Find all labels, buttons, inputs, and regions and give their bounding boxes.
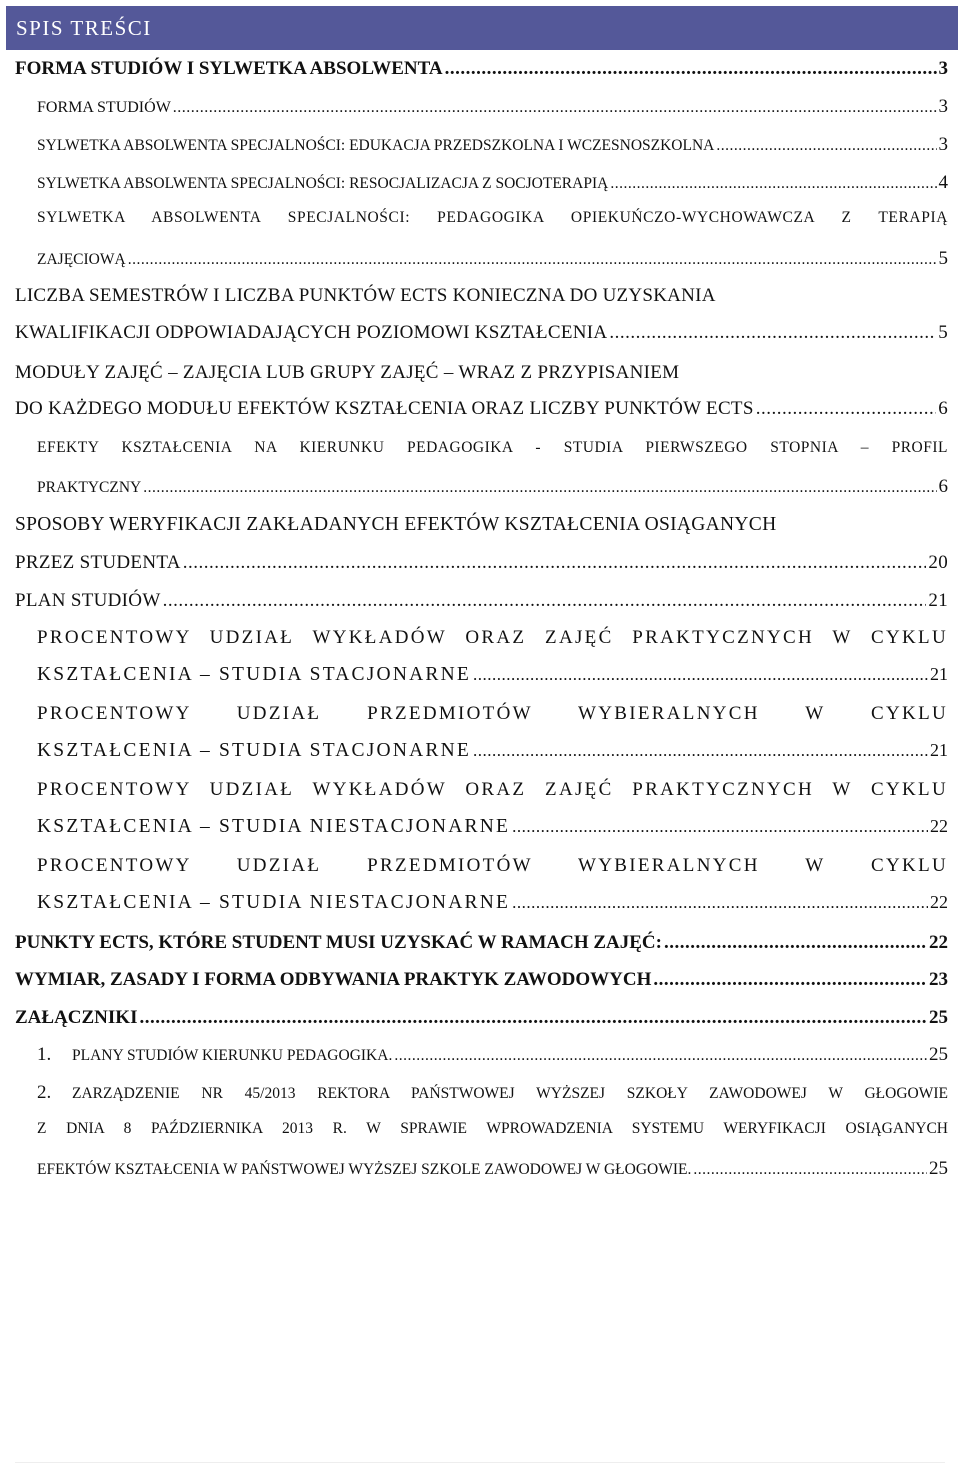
toc-title: SPIS TREŚCI — [16, 16, 152, 40]
toc-page-number: 25 — [929, 1007, 948, 1028]
toc-entry-title: ZAJĘCIOWĄ — [37, 251, 126, 268]
toc-entry-title: ZAŁĄCZNIKI — [15, 1007, 138, 1028]
toc-entry-sylwetka-pedagogika-line1[interactable]: SYLWETKA ABSOLWENTA SPECJALNOŚCI: PEDAGOGIKA OPIEKUŃCZO-WYCHOWAWCZA Z TERAPIĄ — [37, 209, 948, 226]
toc-entry-moduly-zajec-line1[interactable]: MODUŁY ZAJĘĆ – ZAJĘCIA LUB GRUPY ZAJĘĆ – WRAZ Z PRZYPISANIEM — [15, 362, 680, 383]
toc-entry-wymiar-praktyk[interactable] — [15, 969, 948, 991]
toc-page-number: 21 — [928, 590, 948, 611]
dot-leader — [756, 398, 936, 420]
dot-leader — [183, 552, 927, 574]
toc-entry-number: 2. — [37, 1082, 52, 1103]
toc-entry-liczba-semestrow[interactable] — [15, 322, 948, 344]
toc-entry-sylwetka-resocjalizacja[interactable] — [37, 172, 948, 194]
toc-entry-sposoby-weryfikacji[interactable] — [15, 552, 948, 574]
toc-entry-title: KSZTAŁCENIA – STUDIA NIESTACJONARNE — [37, 816, 511, 837]
toc-entry-title: KWALIFIKACJI ODPOWIADAJĄCYCH POZIOMOWI KSZTAŁCENIA — [15, 322, 608, 343]
dot-leader — [610, 175, 936, 193]
toc-entry-title: PRAKTYCZNY — [37, 479, 142, 496]
dot-leader — [653, 969, 927, 991]
toc-page-number: 21 — [930, 664, 948, 684]
toc-entry-efekty-ksztalcenia[interactable] — [37, 476, 948, 498]
toc-entry-title: DO KAŻDEGO MODUŁU EFEKTÓW KSZTAŁCENIA ORAZ LICZBY PUNKTÓW ECTS — [15, 398, 754, 419]
toc-page-number: 5 — [938, 322, 948, 343]
dot-leader — [173, 99, 937, 117]
toc-entry-title: PUNKTY ECTS, KTÓRE STUDENT MUSI UZYSKAĆ W RAMACH ZAJĘĆ: — [15, 932, 662, 953]
toc-entry-zalaczniki[interactable] — [15, 1007, 948, 1029]
toc-entry-udzial-przedmiotow-niestacjonarne[interactable] — [37, 892, 948, 914]
toc-entry-plany-studiow[interactable] — [37, 1044, 948, 1066]
toc-entry-zarzadzenie-line2[interactable]: Z DNIA 8 PAŹDZIERNIKA 2013 R. W SPRAWIE WPROWADZENIA SYSTEMU WERYFIKACJI OSIĄGANYCH — [37, 1120, 948, 1137]
toc-entry-title: KSZTAŁCENIA – STUDIA STACJONARNE — [37, 664, 471, 685]
dot-leader — [394, 1047, 927, 1065]
toc-page-number: 3 — [938, 96, 948, 117]
toc-entry-title: FORMA STUDIÓW — [37, 99, 171, 116]
toc-entry-title: FORMA STUDIÓW I SYLWETKA ABSOLWENTA — [15, 58, 443, 79]
toc-page-number: 23 — [929, 969, 948, 990]
toc-entry-title: SYLWETKA ABSOLWENTA SPECJALNOŚCI: EDUKACJA PRZEDSZKOLNA I WCZESNOSZKOLNA — [37, 137, 715, 154]
toc-page-number: 3 — [938, 58, 948, 79]
toc-entry-udzial-wykladow-niestacjonarne[interactable] — [37, 816, 948, 838]
dot-leader — [445, 58, 937, 80]
toc-entry-udzial-przedmiotow-niestacjonarne-line1[interactable]: PROCENTOWY UDZIAŁ PRZEDMIOTÓW WYBIERALNYCH W CYKLU — [37, 855, 948, 876]
toc-entry-efekty-ksztalcenia-line1[interactable]: EFEKTY KSZTAŁCENIA NA KIERUNKU PEDAGOGIKA - STUDIA PIERWSZEGO STOPNIA – PROFIL — [37, 439, 948, 456]
toc-entry-zarzadzenie[interactable] — [37, 1158, 948, 1180]
toc-entry-title: WYMIAR, ZASADY I FORMA ODBYWANIA PRAKTYK ZAWODOWYCH — [15, 969, 652, 990]
toc-entry-title: PLAN STUDIÓW — [15, 590, 161, 611]
dot-leader — [163, 590, 927, 612]
dot-leader — [139, 1007, 927, 1029]
toc-entry-title: KSZTAŁCENIA – STUDIA STACJONARNE — [37, 740, 471, 761]
page-divider — [15, 1462, 945, 1463]
toc-page-number: 21 — [930, 740, 948, 760]
toc-entry-punkty-ects[interactable] — [15, 932, 948, 954]
dot-leader — [473, 741, 928, 761]
toc-page-number: 22 — [929, 932, 948, 953]
toc-entry-title: SYLWETKA ABSOLWENTA SPECJALNOŚCI: RESOCJALIZACJA Z SOCJOTERAPIĄ — [37, 175, 609, 192]
toc-entry-liczba-semestrow-line1[interactable]: LICZBA SEMESTRÓW I LICZBA PUNKTÓW ECTS KONIECZNA DO UZYSKANIA — [15, 285, 716, 306]
toc-entry-udzial-przedmiotow-stacjonarne-line1[interactable]: PROCENTOWY UDZIAŁ PRZEDMIOTÓW WYBIERALNYCH W CYKLU — [37, 703, 948, 724]
toc-entry-moduly-zajec[interactable] — [15, 398, 948, 420]
toc-entry-udzial-wykladow-niestacjonarne-line1[interactable]: PROCENTOWY UDZIAŁ WYKŁADÓW ORAZ ZAJĘĆ PRAKTYCZNYCH W CYKLU — [37, 779, 948, 800]
dot-leader — [716, 137, 936, 155]
toc-entry-forma-studiow[interactable] — [37, 96, 948, 118]
dot-leader — [664, 932, 927, 954]
toc-entry-udzial-wykladow-stacjonarne[interactable] — [37, 664, 948, 686]
dot-leader — [143, 479, 936, 497]
toc-entry-title: PLANY STUDIÓW KIERUNKU PEDAGOGIKA. — [72, 1047, 393, 1064]
toc-entry-title: PRZEZ STUDENTA — [15, 552, 181, 573]
toc-entry-sposoby-weryfikacji-line1[interactable]: SPOSOBY WERYFIKACJI ZAKŁADANYCH EFEKTÓW KSZTAŁCENIA OSIĄGANYCH — [15, 514, 777, 535]
toc-entry-plan-studiow[interactable] — [15, 590, 948, 612]
toc-page-number: 6 — [938, 398, 948, 419]
toc-entry-sylwetka-edukacja[interactable] — [37, 134, 948, 156]
toc-page-number: 25 — [929, 1044, 948, 1065]
toc-page-number: 25 — [929, 1158, 948, 1179]
toc-entry-zarzadzenie-line1[interactable] — [37, 1082, 948, 1104]
toc-page-number: 3 — [938, 134, 948, 155]
toc-entry-sylwetka-pedagogika[interactable] — [37, 248, 948, 270]
dot-leader — [473, 665, 928, 685]
dot-leader — [609, 322, 936, 344]
toc-entry-title: ZARZĄDZENIE NR 45/2013 REKTORA PAŃSTWOWEJ WYŻSZEJ SZKOŁY ZAWODOWEJ W GŁOGOWIE — [72, 1085, 948, 1102]
toc-entry-title: EFEKTÓW KSZTAŁCENIA W PAŃSTWOWEJ WYŻSZEJ SZKOLE ZAWODOWEJ W GŁOGOWIE. — [37, 1161, 692, 1178]
toc-entry-udzial-wykladow-stacjonarne-line1[interactable]: PROCENTOWY UDZIAŁ WYKŁADÓW ORAZ ZAJĘĆ PRAKTYCZNYCH W CYKLU — [37, 627, 948, 648]
toc-page-number: 5 — [938, 248, 948, 269]
dot-leader — [512, 893, 928, 913]
dot-leader — [693, 1161, 927, 1179]
toc-page-number: 22 — [930, 816, 948, 836]
toc-page-number: 20 — [928, 552, 948, 573]
toc-header — [6, 6, 958, 50]
toc-page-number: 22 — [930, 892, 948, 912]
toc-page-number: 6 — [938, 476, 948, 497]
toc-page-number: 4 — [938, 172, 948, 193]
toc-entry-number: 1. — [37, 1044, 52, 1065]
dot-leader — [128, 251, 937, 269]
toc-entry-title: KSZTAŁCENIA – STUDIA NIESTACJONARNE — [37, 892, 511, 913]
toc-entry-udzial-przedmiotow-stacjonarne[interactable] — [37, 740, 948, 762]
dot-leader — [512, 817, 928, 837]
toc-entry-forma-studiow-sylwetka[interactable] — [15, 58, 948, 80]
